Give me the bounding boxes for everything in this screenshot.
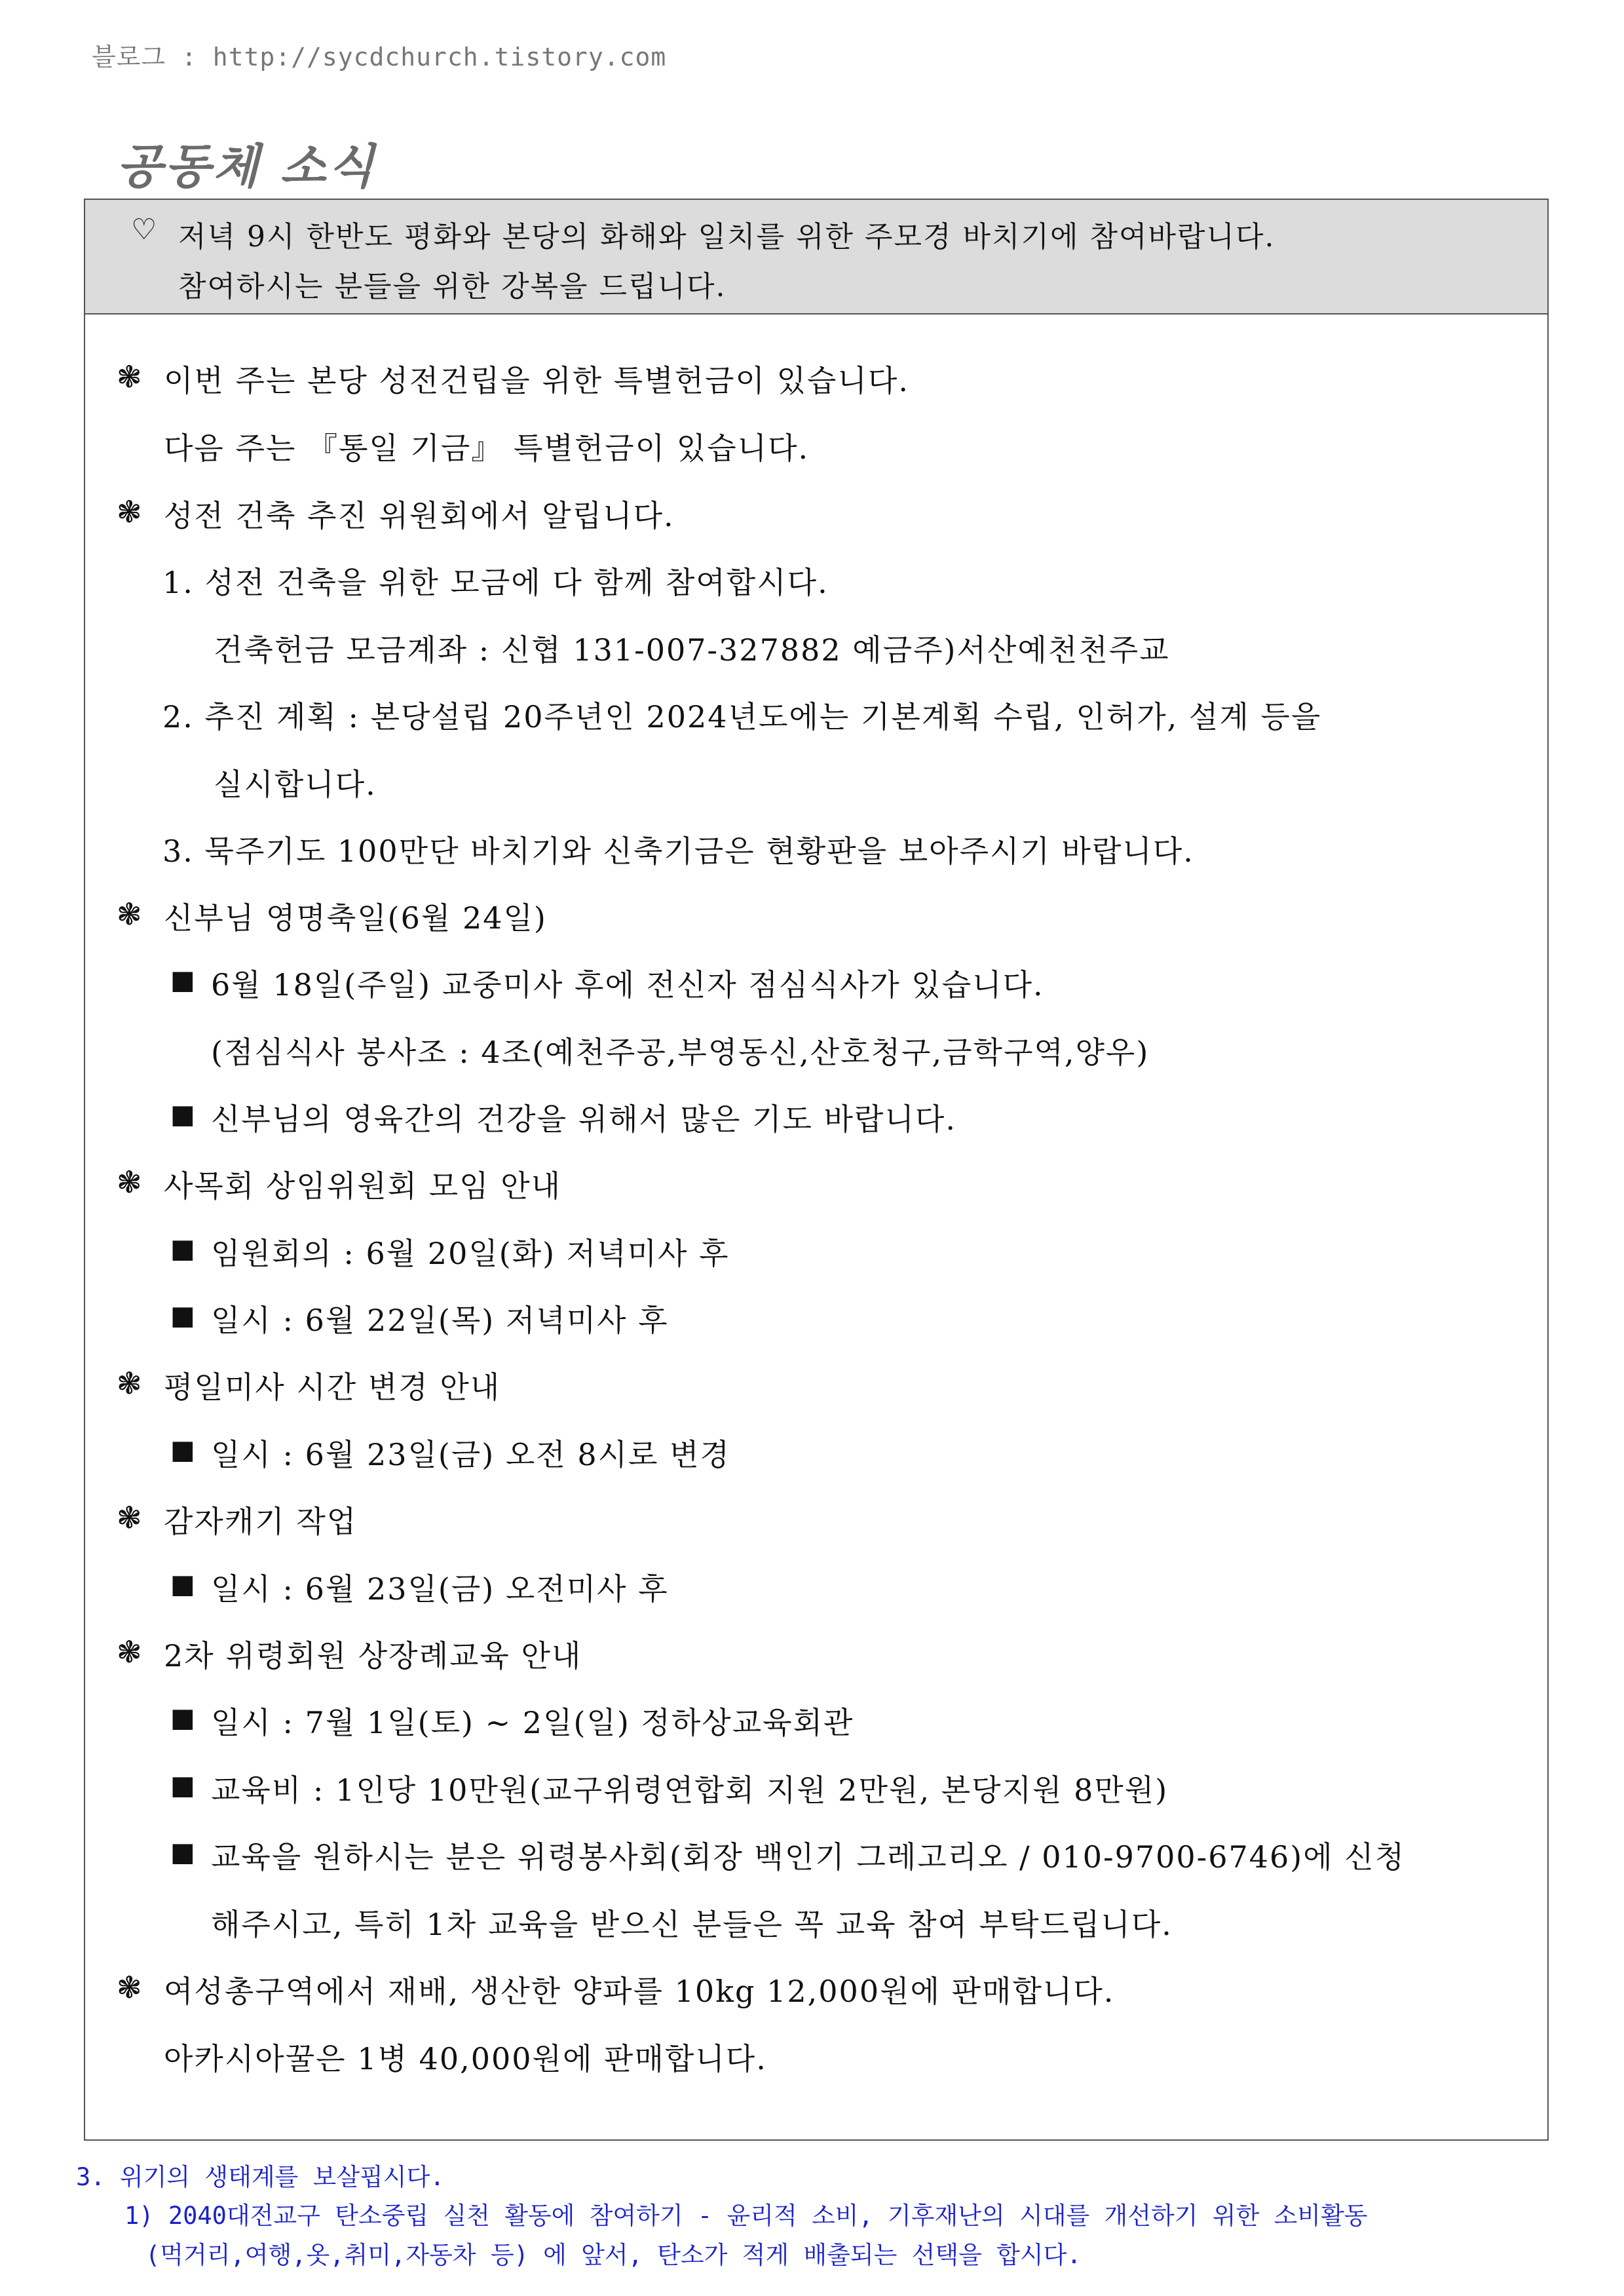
notice-7-bullet-1: 일시 : 7월 1일(토) ~ 2일(일) 정하상교육회관 — [211, 1705, 854, 1740]
square-bullet-icon: ■ — [170, 1100, 195, 1130]
notice-7-bullet-2: 교육비 : 1인당 10만원(교구위령연합회 지원 2만원, 본당지원 8만원) — [211, 1772, 1169, 1808]
notice-5-title: 평일미사 시간 변경 안내 — [164, 1369, 501, 1405]
flower-bullet-icon: ❃ — [117, 494, 142, 529]
notice-3-title: 신부님 영명축일(6월 24일) — [164, 900, 547, 936]
footer-line-3: (먹거리,여행,옷,취미,자동차 등) 에 앞서, 탄소가 적게 배출되는 선택을 합시다. — [145, 2241, 1082, 2269]
flower-bullet-icon: ❃ — [117, 1164, 142, 1200]
flower-bullet-icon: ❃ — [117, 1970, 142, 2005]
notice-7-bullet-3: 교육을 원하시는 분은 위령봉사회(회장 백인기 그레고리오 / 010-9700-6746)에 신청 — [211, 1839, 1406, 1875]
square-bullet-icon: ■ — [170, 965, 195, 995]
notice-2-account: 건축헌금 모금계좌 : 신협 131-007-327882 예금주)서산예천천주교 — [214, 632, 1170, 668]
banner-line-1: 저녁 9시 한반도 평화와 본당의 화해와 일치를 위한 주모경 바치기에 참여바랍니다. — [178, 220, 1275, 254]
footer-heading: 3. 위기의 생태계를 보살핍시다. — [76, 2163, 445, 2191]
section-title: 공동체 소식 — [117, 139, 377, 194]
notice-3-bullet-1-cont: (점심식사 봉사조 : 4조(예천주공,부영동신,산호청구,금학구역,양우) — [211, 1035, 1150, 1070]
square-bullet-icon: ■ — [170, 1837, 195, 1867]
notice-4-title: 사목회 상임위원회 모임 안내 — [164, 1168, 562, 1204]
notice-5-bullet-1: 일시 : 6월 23일(금) 오전 8시로 변경 — [211, 1437, 730, 1472]
square-bullet-icon: ■ — [170, 1435, 195, 1465]
notice-3-bullet-1: 6월 18일(주일) 교중미사 후에 전신자 점심식사가 있습니다. — [211, 967, 1044, 1003]
flower-bullet-icon: ❃ — [117, 1500, 142, 1535]
notice-8-line-2: 아카시아꿀은 1병 40,000원에 판매합니다. — [164, 2041, 767, 2076]
footer-line-2: 1) 2040대전교구 탄소중립 실천 활동에 참여하기 - 윤리적 소비, 기후재난의 시대를 개선하기 위한 소비활동 — [124, 2202, 1368, 2230]
notice-6-bullet-1: 일시 : 6월 23일(금) 오전미사 후 — [211, 1571, 669, 1607]
square-bullet-icon: ■ — [170, 1770, 195, 1801]
notice-2-item-2: 2. 추진 계획 : 본당설립 20주년인 2024년도에는 기본계획 수립, 인허가, 설계 등을 — [162, 699, 1322, 735]
prayer-banner — [85, 200, 1547, 315]
notice-4-bullet-2: 일시 : 6월 22일(목) 저녁미사 후 — [211, 1303, 669, 1338]
notice-box — [84, 199, 1549, 2141]
notice-3-bullet-2: 신부님의 영육간의 건강을 위해서 많은 기도 바랍니다. — [211, 1101, 956, 1137]
notice-7-title: 2차 위령회원 상장례교육 안내 — [164, 1638, 582, 1674]
notice-2-item-3: 3. 묵주기도 100만단 바치기와 신축기금은 현황판을 보아주시기 바랍니다. — [162, 833, 1194, 869]
notice-7-bullet-3-cont: 해주시고, 특히 1차 교육을 받으신 분들은 꼭 교육 참여 부탁드립니다. — [211, 1907, 1173, 1942]
notice-8-line-1: 여성총구역에서 재배, 생산한 양파를 10kg 12,000원에 판매합니다. — [164, 1974, 1115, 2009]
flower-bullet-icon: ❃ — [117, 896, 142, 932]
square-bullet-icon: ■ — [170, 1234, 195, 1264]
notice-2-item-2-cont: 실시합니다. — [214, 767, 377, 802]
flower-bullet-icon: ❃ — [117, 1366, 142, 1401]
flower-bullet-icon: ❃ — [117, 1634, 142, 1670]
flower-bullet-icon: ❃ — [117, 359, 142, 394]
blog-url: 블로그 : http://sycdchurch.tistory.com — [92, 43, 667, 71]
notice-2-item-1: 1. 성전 건축을 위한 모금에 다 함께 참여합시다. — [162, 565, 829, 600]
square-bullet-icon: ■ — [170, 1703, 195, 1733]
square-bullet-icon: ■ — [170, 1301, 195, 1331]
notice-1-line-2: 다음 주는 『통일 기금』 특별헌금이 있습니다. — [164, 430, 810, 466]
notice-1-line-1: 이번 주는 본당 성전건립을 위한 특별헌금이 있습니다. — [164, 363, 909, 398]
notice-6-title: 감자캐기 작업 — [164, 1504, 358, 1539]
notice-4-bullet-1: 임원회의 : 6월 20일(화) 저녁미사 후 — [211, 1236, 730, 1271]
notice-2-title: 성전 건축 추진 위원회에서 알립니다. — [164, 498, 675, 533]
banner-line-2: 참여하시는 분들을 위한 강복을 드립니다. — [178, 270, 727, 303]
heart-icon: ♡ — [131, 213, 157, 246]
square-bullet-icon: ■ — [170, 1569, 195, 1599]
